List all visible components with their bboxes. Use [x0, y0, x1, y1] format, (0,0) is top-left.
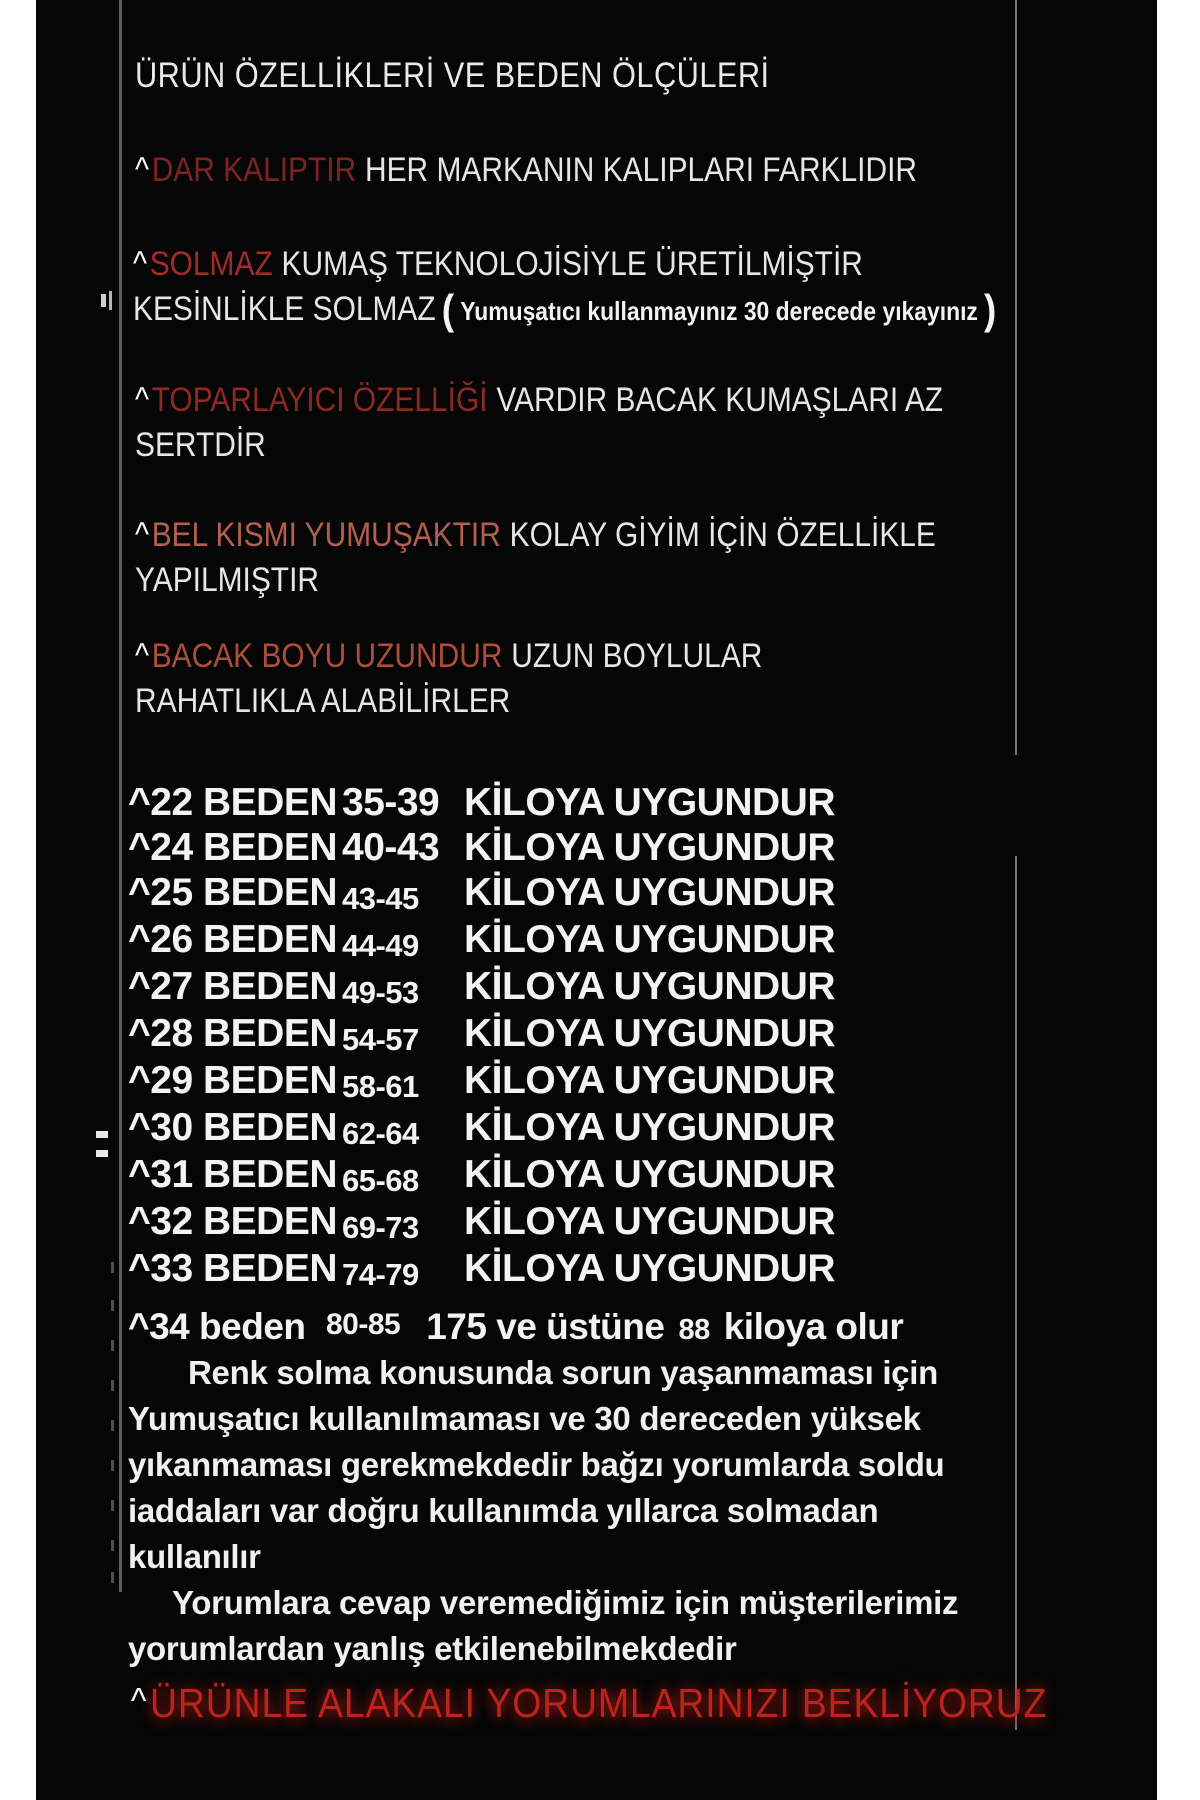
feature-rest: VARDIR BACAK KUMAŞLARI AZ [496, 381, 944, 419]
size-row [128, 870, 903, 917]
size-suffix: kiloya olur [723, 1306, 904, 1347]
paren-close: ) [984, 286, 997, 333]
edge-artifact [111, 1460, 114, 1471]
feature-solmaz [133, 242, 1121, 334]
size-suffix: KİLOYA UYGUNDUR [464, 1059, 835, 1102]
care-note [128, 1350, 1028, 1672]
caret-marker: ^ [131, 1680, 148, 1721]
size-label: ^32 BEDEN [128, 1200, 338, 1243]
caret-marker: ^ [135, 637, 150, 675]
left-rule-line [119, 0, 122, 1592]
feature-line [135, 513, 936, 558]
feature-line [133, 242, 1003, 287]
size-suffix: KİLOYA UYGUNDUR [464, 1153, 835, 1196]
size-label: ^30 BEDEN [128, 1106, 338, 1149]
edge-artifact [111, 1380, 114, 1391]
care-note-line: yıkanmaması gerekmekdedir bağzı yorumlarda soldu [128, 1446, 945, 1483]
weight-range: 80-85 [326, 1308, 401, 1341]
feature-line-2: SERTDİR [135, 426, 266, 464]
size-suffix: KİLOYA UYGUNDUR [464, 871, 835, 914]
weight-range: 54-57 [342, 1022, 419, 1057]
weight-range: 49-53 [342, 975, 419, 1010]
weight-range: 62-64 [342, 1116, 419, 1151]
size-chart [128, 780, 903, 1353]
feature-highlight: BACAK BOYU UZUNDUR [151, 637, 503, 675]
edge-artifact [111, 1540, 114, 1551]
feature-highlight: SOLMAZ [149, 245, 273, 283]
size-label: ^34 beden [128, 1306, 306, 1347]
size-row [128, 1105, 903, 1152]
edge-artifact [109, 291, 112, 310]
edge-artifact [111, 1572, 114, 1583]
weight-value: 88 [678, 1314, 710, 1346]
feature-line2-text: KESİNLİKLE SOLMAZ [133, 290, 436, 328]
feature-line [135, 378, 943, 423]
size-row [128, 1058, 903, 1105]
feature-highlight: TOPARLAYICI ÖZELLİĞİ [151, 381, 488, 419]
feature-line [135, 634, 762, 679]
care-note-line: Yorumlara cevap veremediğimiz için müşterilerimiz [172, 1584, 959, 1621]
size-suffix: KİLOYA UYGUNDUR [464, 826, 835, 869]
care-note-line: yorumlardan yanlış etkilenebilmekdedir [128, 1630, 737, 1667]
weight-range: 74-79 [342, 1257, 419, 1292]
size-row [128, 964, 903, 1011]
edge-artifact [111, 1500, 114, 1511]
edge-artifact [96, 1150, 108, 1157]
size-row [128, 1199, 903, 1246]
weight-range: 40-43 [342, 826, 440, 869]
feature-rest: HER MARKANIN KALIPLARI FARKLIDIR [364, 151, 918, 189]
size-label: ^22 BEDEN [128, 781, 338, 824]
size-label: ^31 BEDEN [128, 1153, 338, 1196]
feature-line-2: YAPILMIŞTIR [135, 561, 320, 599]
size-suffix: KİLOYA UYGUNDUR [464, 918, 835, 961]
caret-marker: ^ [133, 245, 148, 283]
weight-range: 35-39 [342, 781, 440, 824]
care-note-line: Yumuşatıcı kullanılmaması ve 30 dereceden yüksek [128, 1400, 921, 1437]
weight-range: 58-61 [342, 1069, 419, 1104]
edge-artifact [111, 1300, 114, 1311]
feature-bacak-boyu [135, 634, 848, 724]
feature-highlight: BEL KISMI YUMUŞAKTIR [151, 516, 501, 554]
edge-artifact [111, 1420, 114, 1431]
size-label: ^29 BEDEN [128, 1059, 338, 1102]
size-label: ^27 BEDEN [128, 965, 338, 1008]
size-suffix: KİLOYA UYGUNDUR [464, 1106, 835, 1149]
feature-rest: KUMAŞ TEKNOLOJİSİYLE ÜRETİLMİŞTİR [281, 245, 863, 283]
feature-dar-kaliptir [135, 148, 1024, 193]
feature-toparlayici [135, 378, 1053, 468]
caret-marker: ^ [135, 151, 150, 189]
size-suffix: KİLOYA UYGUNDUR [464, 1012, 835, 1055]
size-suffix: KİLOYA UYGUNDUR [464, 781, 835, 824]
size-row [128, 825, 903, 870]
weight-range: 43-45 [342, 881, 419, 916]
size-label: ^24 BEDEN [128, 826, 338, 869]
size-row [128, 1246, 903, 1293]
size-row [128, 1011, 903, 1058]
edge-artifact [101, 294, 106, 307]
size-label: ^25 BEDEN [128, 871, 338, 914]
edge-artifact [96, 1131, 108, 1138]
feature-rest: UZUN BOYLULAR [511, 637, 763, 675]
paren-open: ( [441, 286, 455, 333]
footer-note [131, 1680, 1047, 1727]
size-label: ^26 BEDEN [128, 918, 338, 961]
footer-text: ÜRÜNLE ALAKALI YORUMLARINIZI BEKLİYORUZ [150, 1680, 1048, 1726]
feature-bel-kismi [135, 513, 1045, 603]
caret-marker: ^ [135, 381, 150, 419]
weight-range: 65-68 [342, 1163, 419, 1198]
care-note-line: kullanılır [128, 1538, 261, 1575]
size-row-34 [128, 1304, 903, 1353]
feature-line [135, 148, 917, 193]
care-note-line: Renk solma konusunda sorun yaşanmaması için [188, 1354, 939, 1391]
weight-range: 44-49 [342, 928, 419, 963]
care-instruction-note: Yumuşatıcı kullanmayınız 30 derecede yıkayınız [460, 296, 978, 326]
edge-artifact [111, 1262, 114, 1273]
size-label: ^33 BEDEN [128, 1247, 338, 1290]
feature-line-2 [133, 287, 1003, 334]
size-suffix: KİLOYA UYGUNDUR [464, 965, 835, 1008]
size-suffix: KİLOYA UYGUNDUR [464, 1200, 835, 1243]
caret-marker: ^ [135, 516, 150, 554]
feature-line-2: RAHATLIKLA ALABİLİRLER [135, 682, 511, 720]
care-note-line: iaddaları var doğru kullanımda yıllarca solmadan [128, 1492, 879, 1529]
edge-artifact [111, 1340, 114, 1351]
content-canvas [36, 0, 1157, 1800]
size-row [128, 780, 903, 825]
feature-highlight: DAR KALIPTIR [151, 151, 357, 189]
size-suffix: KİLOYA UYGUNDUR [464, 1247, 835, 1290]
weight-range: 69-73 [342, 1210, 419, 1245]
size-label: ^28 BEDEN [128, 1012, 338, 1055]
size-row [128, 1152, 903, 1199]
page-title: ÜRÜN ÖZELLİKLERİ VE BEDEN ÖLÇÜLERİ [135, 56, 770, 95]
feature-rest: KOLAY GİYİM İÇİN ÖZELLİKLE [509, 516, 936, 554]
height-note: 175 ve üstüne [426, 1306, 665, 1347]
size-row [128, 917, 903, 964]
